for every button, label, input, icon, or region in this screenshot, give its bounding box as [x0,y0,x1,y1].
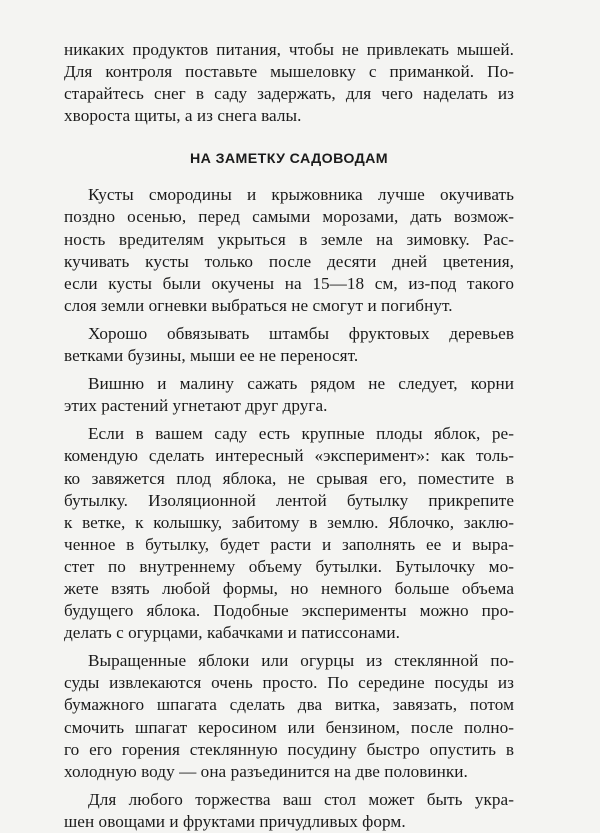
paragraph-table-decoration [64,789,514,833]
paragraph-elder [64,323,514,367]
text-line: го его горения стеклянную посудину быстро опустить в [64,739,514,759]
paragraph-apple-bottle [64,423,514,644]
text-line: смочить шпагат керосином или бензином, после полно- [64,717,514,737]
text-line: ченное в бутылку, будет расти и заполнять ее и выра- [64,534,514,554]
text-line: ность вредителям укрыться в земле на зимовку. Рас- [64,229,514,249]
text-line: старайтесь снег в саду задержать, для чего наделать из [64,84,514,104]
text-line: шен овощами и фруктами причудливых форм. [64,811,406,831]
paragraph-cherry-raspberry [64,373,514,417]
text-line: ко завяжется плод яблока, не срывая его, поместите в [64,468,514,488]
text-line: Если в вашем саду есть крупные плоды яблок, ре- [88,424,514,444]
text-line: бутылку. Изоляционной лентой бутылку прикрепите [64,490,514,510]
section-heading: НА ЗАМЕТКУ САДОВОДАМ [189,151,388,168]
text-line: если кусты были окучены на 15—18 см, из-под такого [64,273,514,293]
text-line: хвороста щиты, а из снега валы. [64,106,302,126]
text-line: этих растений угнетают друг друга. [64,396,328,416]
paragraph-currants [64,184,514,317]
text-line: будущего яблока. Подобные эксперименты можно про- [64,601,514,621]
text-line: холодную воду — она разъединится на две половинки. [64,761,468,781]
intro-paragraph [64,39,514,127]
text-line: Вишню и малину сажать рядом не следует, корни [88,374,514,394]
text-line: ветками бузины, мыши ее не переносят. [64,346,359,366]
text-line: Выращенные яблоки или огурцы из стеклянной по- [88,651,514,671]
text-line: поздно осенью, перед самыми морозами, дать возмож- [64,207,514,227]
text-line: Для любого торжества ваш стол может быть укра- [88,789,514,809]
text-line: слоя земли огневки выбраться не смогут и погибнут. [64,295,453,315]
text-line: делать с огурцами, кабачками и патиссонами. [64,623,400,643]
text-line: Хорошо обвязывать штамбы фруктовых деревьев [88,323,514,343]
text-line: никаких продуктов питания, чтобы не привлекать мышей. [64,40,514,59]
text-line: комендую сделать интересный «эксперимент»: как толь- [64,446,514,466]
text-line: к ветке, к колышку, забитому в землю. Яблочко, заклю- [64,512,514,532]
text-line: Кусты смородины и крыжовника лучше окучивать [88,185,514,205]
text-line: жете взять любой формы, но немного больше объема [64,578,514,598]
text-line: Для контроля поставьте мышеловку с приманкой. По- [64,62,514,82]
text-line: бумажного шпагата сделать два витка, завязать, потом [64,695,514,715]
text-line: суды извлекаются очень просто. По середине посуды из [64,673,514,693]
text-line: кучивать кусты только после десяти дней цветения, [64,251,514,271]
text-line: стет по внутреннему объему бутылки. Бутылочку мо- [64,556,514,576]
